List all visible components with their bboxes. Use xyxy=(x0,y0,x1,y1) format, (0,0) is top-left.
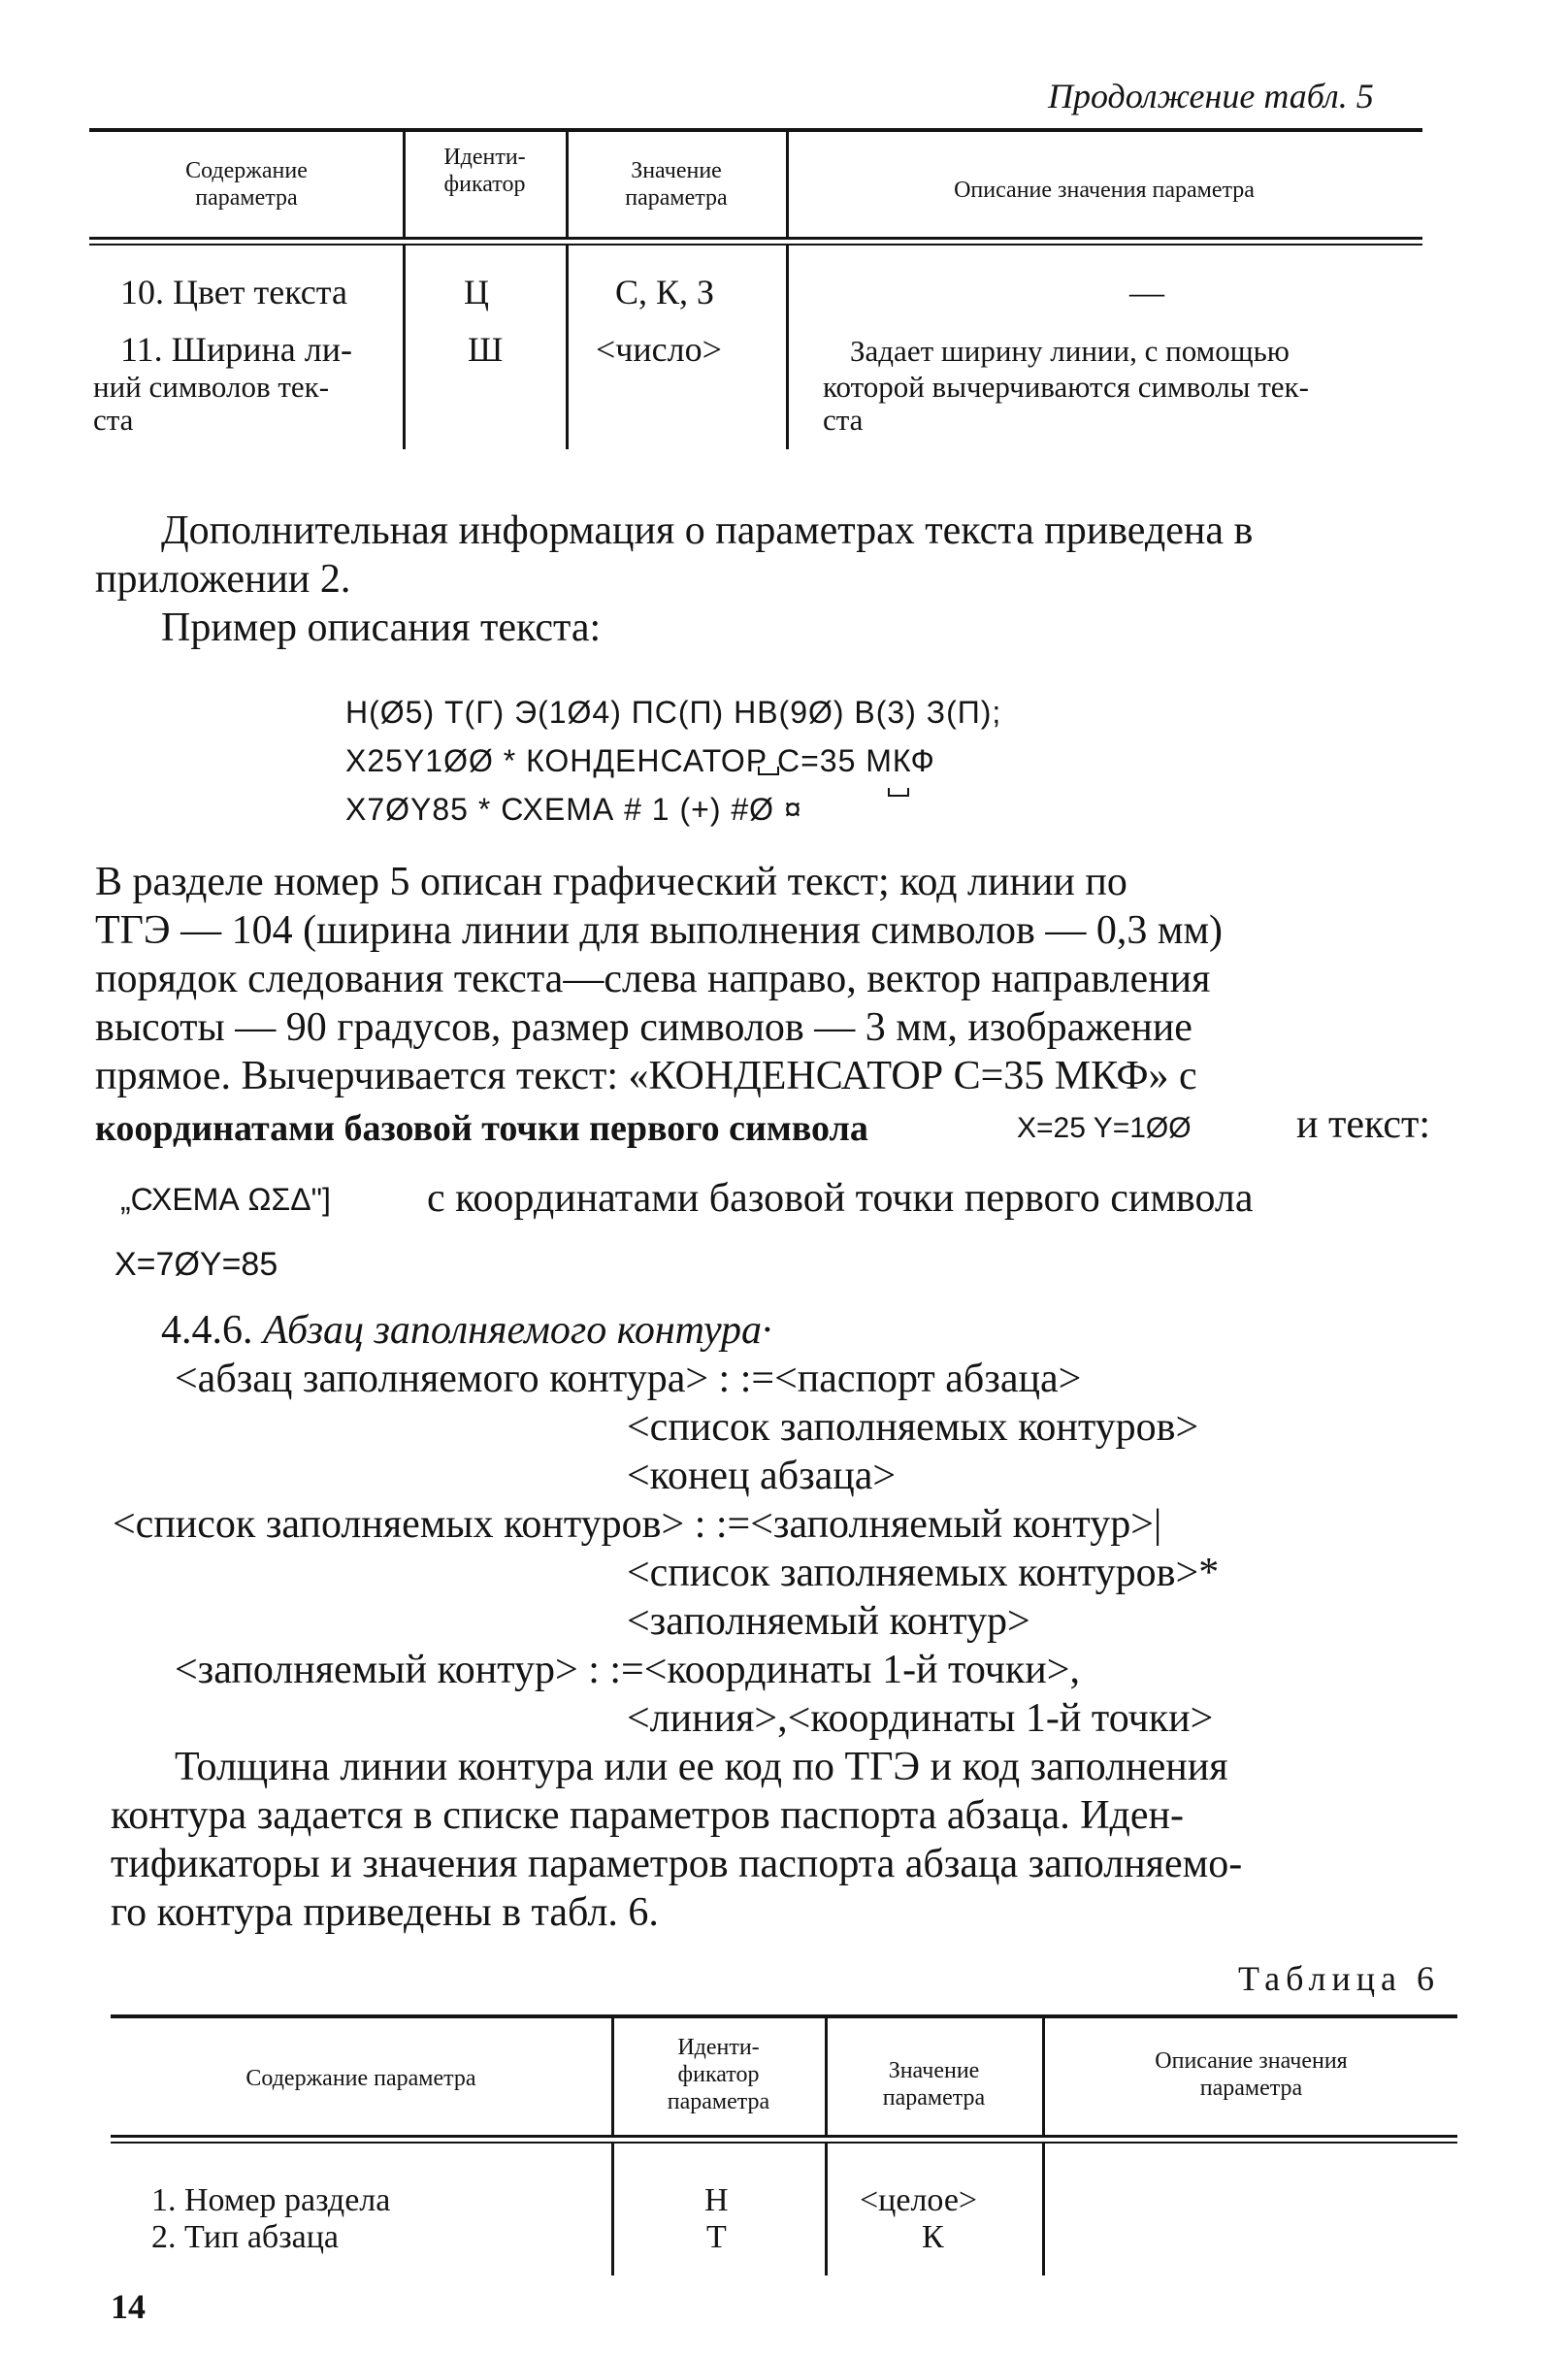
header-text: Содержание xyxy=(185,158,308,183)
column-header-value xyxy=(569,157,784,212)
table-cell: Задает ширину линии, с помощью xyxy=(850,334,1290,368)
grammar-line: <конец абзаца> xyxy=(627,1454,897,1498)
header-text: параметра xyxy=(625,185,728,211)
header-text: Значение xyxy=(888,2058,980,2083)
column-header-description xyxy=(789,177,1420,204)
header-text: Содержание параметра xyxy=(245,2066,476,2091)
table-cell: 2. Тип абзаца xyxy=(151,2219,340,2255)
header-text: Иденти- xyxy=(677,2035,760,2060)
header-rule xyxy=(111,2135,1457,2138)
space-mark-icon xyxy=(887,786,910,800)
column-divider xyxy=(825,2144,828,2275)
table-caption: Таблица 6 xyxy=(1238,1959,1440,1998)
column-header-description xyxy=(1045,2047,1457,2102)
grammar-line: <заполняемый контур> xyxy=(627,1599,1030,1644)
space-mark-icon xyxy=(757,765,780,778)
table-top-rule xyxy=(89,128,1422,132)
grammar-line: <список заполняемых контуров>* xyxy=(627,1551,1220,1595)
paragraph-line: порядок следования текста—слева направо, вектор направления xyxy=(95,957,1211,1001)
paragraph-line: Пример описания текста: xyxy=(161,606,602,650)
paragraph-line: и текст: xyxy=(1296,1102,1430,1147)
grammar-line: <абзац заполняемого контура> : :=<паспорт абзаца> xyxy=(175,1357,1082,1401)
column-divider xyxy=(1042,2144,1045,2275)
header-text: параметра xyxy=(882,2085,986,2111)
section-heading xyxy=(161,1306,772,1355)
grammar-line: <линия>,<координаты 1-й точки> xyxy=(627,1696,1214,1741)
table-cell: ста xyxy=(93,403,134,437)
table-cell: 1. Номер раздела xyxy=(151,2182,391,2218)
paragraph-line: приложении 2. xyxy=(95,557,351,602)
table-cell: С, К, З xyxy=(615,273,715,311)
column-divider xyxy=(403,246,406,449)
code-example-line: X7ØY85 * СХЕМА # 1 (+) #Ø ¤ xyxy=(345,792,802,827)
section-number: 4.4.6. xyxy=(161,1308,253,1353)
column-header-content xyxy=(113,2065,609,2092)
table-cell: К xyxy=(922,2219,944,2255)
paragraph-line: Дополнительная информация о параметрах текста приведена в xyxy=(161,508,1254,553)
header-text: фикатор xyxy=(443,172,526,197)
table-cell: <число> xyxy=(596,330,722,369)
coordinates-code: X=25 Y=1ØØ xyxy=(1017,1112,1192,1144)
header-text: фикатор xyxy=(677,2062,760,2087)
header-rule xyxy=(89,244,1422,246)
header-rule xyxy=(111,2142,1457,2144)
column-divider xyxy=(566,246,569,449)
paragraph-line: прямое. Вычерчивается текст: «КОНДЕНСАТОР С=35 МКФ» с xyxy=(95,1054,1197,1098)
header-text: Описание значения параметра xyxy=(954,178,1255,203)
paragraph-line: Толщина линии контура или ее код по ТГЭ и код заполнения xyxy=(175,1745,1228,1789)
grammar-line: <список заполняемых контуров> xyxy=(627,1405,1199,1450)
table-cell: Т xyxy=(706,2219,727,2255)
column-divider xyxy=(786,246,789,449)
section-title: Абзац заполняемого контура· xyxy=(263,1308,772,1353)
paragraph-line: ТГЭ — 104 (ширина линии для выполнения символов — 0,3 мм) xyxy=(95,908,1224,953)
paragraph-line: тификаторы и значения параметров паспорта абзаца заполняемо- xyxy=(111,1842,1243,1886)
header-text: параметра xyxy=(667,2089,770,2114)
table-cell: Ц xyxy=(464,273,489,311)
table-cell: 11. Ширина ли- xyxy=(120,330,352,369)
table-cell: ста xyxy=(823,403,864,437)
grammar-line: <заполняемый контур> : :=<координаты 1-й точки>, xyxy=(175,1648,1080,1692)
table-top-rule xyxy=(111,2014,1457,2018)
column-divider xyxy=(611,2144,614,2275)
table-cell: которой вычерчиваются символы тек- xyxy=(823,370,1309,404)
coordinates-code: X=7ØY=85 xyxy=(114,1246,278,1283)
coordinates-text: координатами базовой точки первого символа xyxy=(95,1108,868,1149)
paragraph-line: В разделе номер 5 описан графический текст; код линии по xyxy=(95,860,1127,904)
coordinates-code: „СХЕМА ΩΣΔ"] xyxy=(120,1182,331,1217)
header-rule xyxy=(89,237,1422,240)
code-example-line: X25Y1ØØ * КОНДЕНСАТОР С=35 МКФ xyxy=(345,743,935,778)
table-cell: — xyxy=(1129,273,1164,311)
table-cell: 10. Цвет текста xyxy=(120,273,347,311)
header-text: параметра xyxy=(1199,2076,1303,2101)
header-text: Иденти- xyxy=(443,145,526,170)
table-cell: Ш xyxy=(468,330,504,369)
table-cell: Н xyxy=(704,2182,729,2218)
page-number: 14 xyxy=(111,2287,146,2326)
column-header-identifier xyxy=(614,2034,823,2115)
table-cell: <целое> xyxy=(860,2182,978,2218)
paragraph-line: высоты — 90 градусов, размер символов — 3 мм, изображение xyxy=(95,1005,1192,1050)
grammar-line: <список заполняемых контуров> : :=<заполняемый контур>| xyxy=(113,1502,1162,1547)
table-continuation-caption: Продолжение табл. 5 xyxy=(1048,77,1374,115)
header-text: параметра xyxy=(195,185,298,211)
paragraph-line: с координатами базовой точки первого символа xyxy=(427,1176,1254,1221)
column-header-content xyxy=(92,157,401,212)
header-text: Значение xyxy=(631,158,722,183)
paragraph-line: контура задается в списке параметров паспорта абзаца. Иден- xyxy=(111,1793,1185,1838)
column-header-value xyxy=(828,2057,1040,2111)
code-example-line: Н(Ø5) Т(Г) Э(1Ø4) ПС(П) НВ(9Ø) В(3) З(П); xyxy=(345,695,1002,730)
column-header-identifier xyxy=(406,144,564,198)
header-text: Описание значения xyxy=(1155,2048,1348,2074)
table-cell: ний символов тек- xyxy=(93,370,330,404)
paragraph-line: го контура приведены в табл. 6. xyxy=(111,1890,659,1935)
